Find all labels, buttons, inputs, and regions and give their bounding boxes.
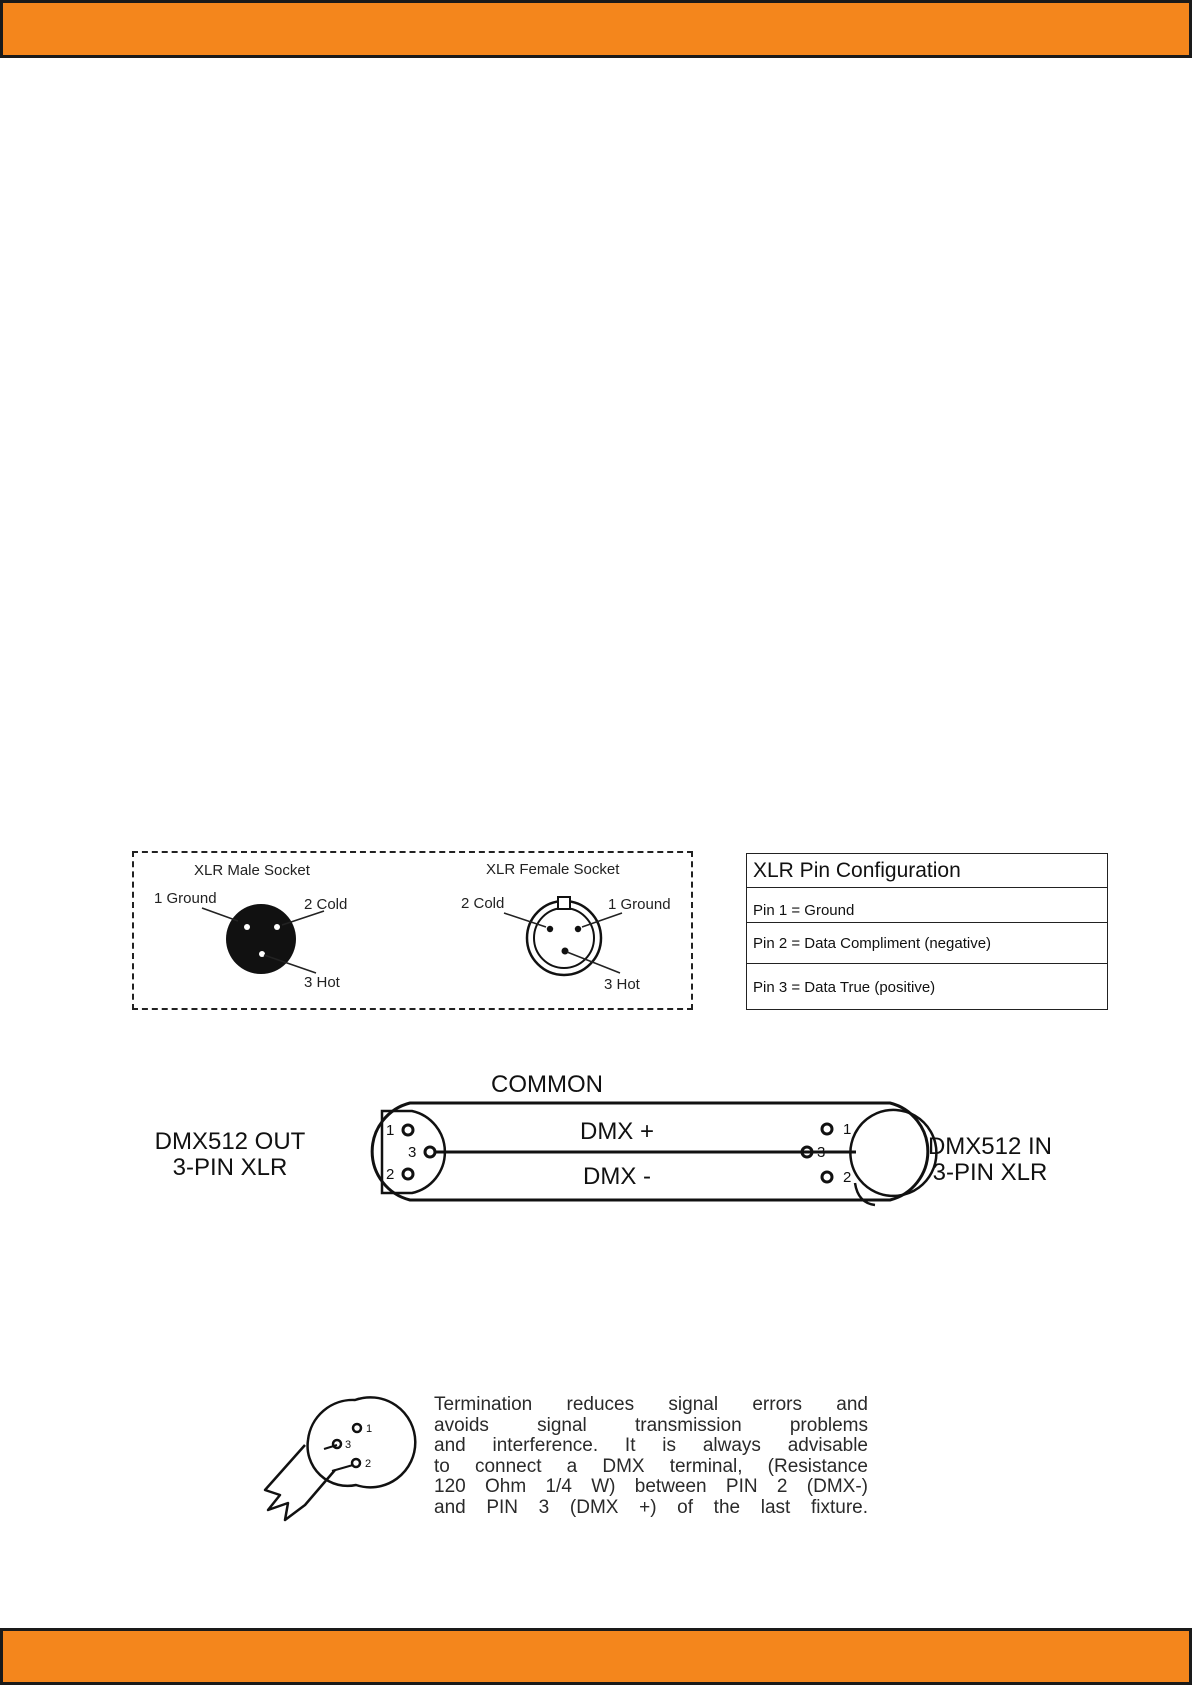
termination-plug-illustration: [260, 1385, 420, 1525]
dmx-in-line2: 3-PIN XLR: [932, 1159, 1048, 1186]
term-pin1-label: 1: [366, 1423, 373, 1435]
female-pin2-label: 2 Cold: [461, 895, 505, 912]
female-socket-title: XLR Female Socket: [486, 861, 620, 878]
right-connector-icon: [850, 1110, 936, 1196]
left-pin2-dot: [403, 1169, 413, 1179]
pin-table-row-1: Pin 1 = Ground: [747, 888, 1107, 923]
termination-line-4: to connect a DMX terminal, (Resistance: [434, 1455, 868, 1477]
male-pin1-leader: [202, 908, 238, 921]
term-resistor-lead-2: [332, 1465, 353, 1471]
male-socket-title: XLR Male Socket: [194, 862, 310, 879]
termination-line-6: and PIN 3 (DMX +) of the last fixture.: [434, 1496, 868, 1518]
dmx-out-line1: DMX512 OUT: [154, 1128, 306, 1155]
dmx-minus-label: DMX -: [583, 1163, 651, 1190]
male-socket-icon: [226, 904, 296, 974]
left-pin3-label: 3: [408, 1144, 417, 1161]
xlr-pin-config-table: [746, 853, 1108, 1010]
terminator-tail: [265, 1445, 335, 1520]
left-pin2-label: 2: [386, 1166, 395, 1183]
left-pin1-dot: [403, 1125, 413, 1135]
dmx-plus-label: DMX +: [579, 1118, 655, 1145]
female-pin3-leader: [567, 952, 620, 973]
right-pin1-label: 1: [843, 1121, 852, 1138]
pin-table-row-3: Pin 3 = Data True (positive): [753, 978, 936, 996]
right-pin2-dot: [822, 1172, 832, 1182]
termination-line-1: Termination reduces signal errors and: [434, 1394, 868, 1415]
termination-line-5: 120 Ohm 1/4 W) between PIN 2 (DMX-): [434, 1476, 868, 1498]
male-pin2-dot: [274, 924, 280, 930]
right-pin2-label: 2: [843, 1169, 852, 1186]
term-pin2-label: 2: [365, 1458, 372, 1470]
terminator-plug-icon: [308, 1397, 416, 1487]
header-band: [0, 0, 1192, 58]
dmx-cable-diagram: [120, 1060, 1080, 1230]
xlr-socket-diagram: [132, 851, 693, 1010]
male-pin3-dot: [259, 951, 265, 957]
male-pin2-label: 2 Cold: [304, 896, 348, 913]
right-pin1-dot: [822, 1124, 832, 1134]
male-pin1-label: 1 Ground: [154, 890, 217, 907]
term-pin3-label: 3: [345, 1439, 352, 1451]
termination-line-2: avoids signal transmission problems: [434, 1414, 868, 1436]
male-pin3-label: 3 Hot: [304, 974, 340, 991]
female-pin1-dot: [575, 926, 581, 932]
male-pin1-dot: [244, 924, 250, 930]
pin-table-title: XLR Pin Configuration: [747, 854, 1107, 888]
footer-band: [0, 1628, 1192, 1685]
termination-line-3: and interference. It is always advisable: [434, 1435, 868, 1457]
pin-table-row-2: Pin 2 = Data Compliment (negative): [747, 923, 1107, 964]
left-pin3-dot: [425, 1147, 435, 1157]
cable-common-label: COMMON: [491, 1071, 603, 1098]
termination-note: [434, 1395, 868, 1519]
term-pin1-dot: [353, 1424, 361, 1432]
female-pin3-label: 3 Hot: [604, 976, 640, 993]
right-pin3-label: 3: [817, 1144, 826, 1161]
dmx-out-line2: 3-PIN XLR: [172, 1154, 288, 1181]
female-socket-key: [558, 897, 570, 909]
left-pin1-label: 1: [386, 1122, 395, 1139]
dmx-in-line1: DMX512 IN: [927, 1133, 1053, 1160]
female-pin3-dot: [562, 948, 569, 955]
female-pin2-dot: [547, 926, 553, 932]
female-pin1-label: 1 Ground: [608, 896, 671, 913]
female-socket-icon: [527, 901, 601, 975]
